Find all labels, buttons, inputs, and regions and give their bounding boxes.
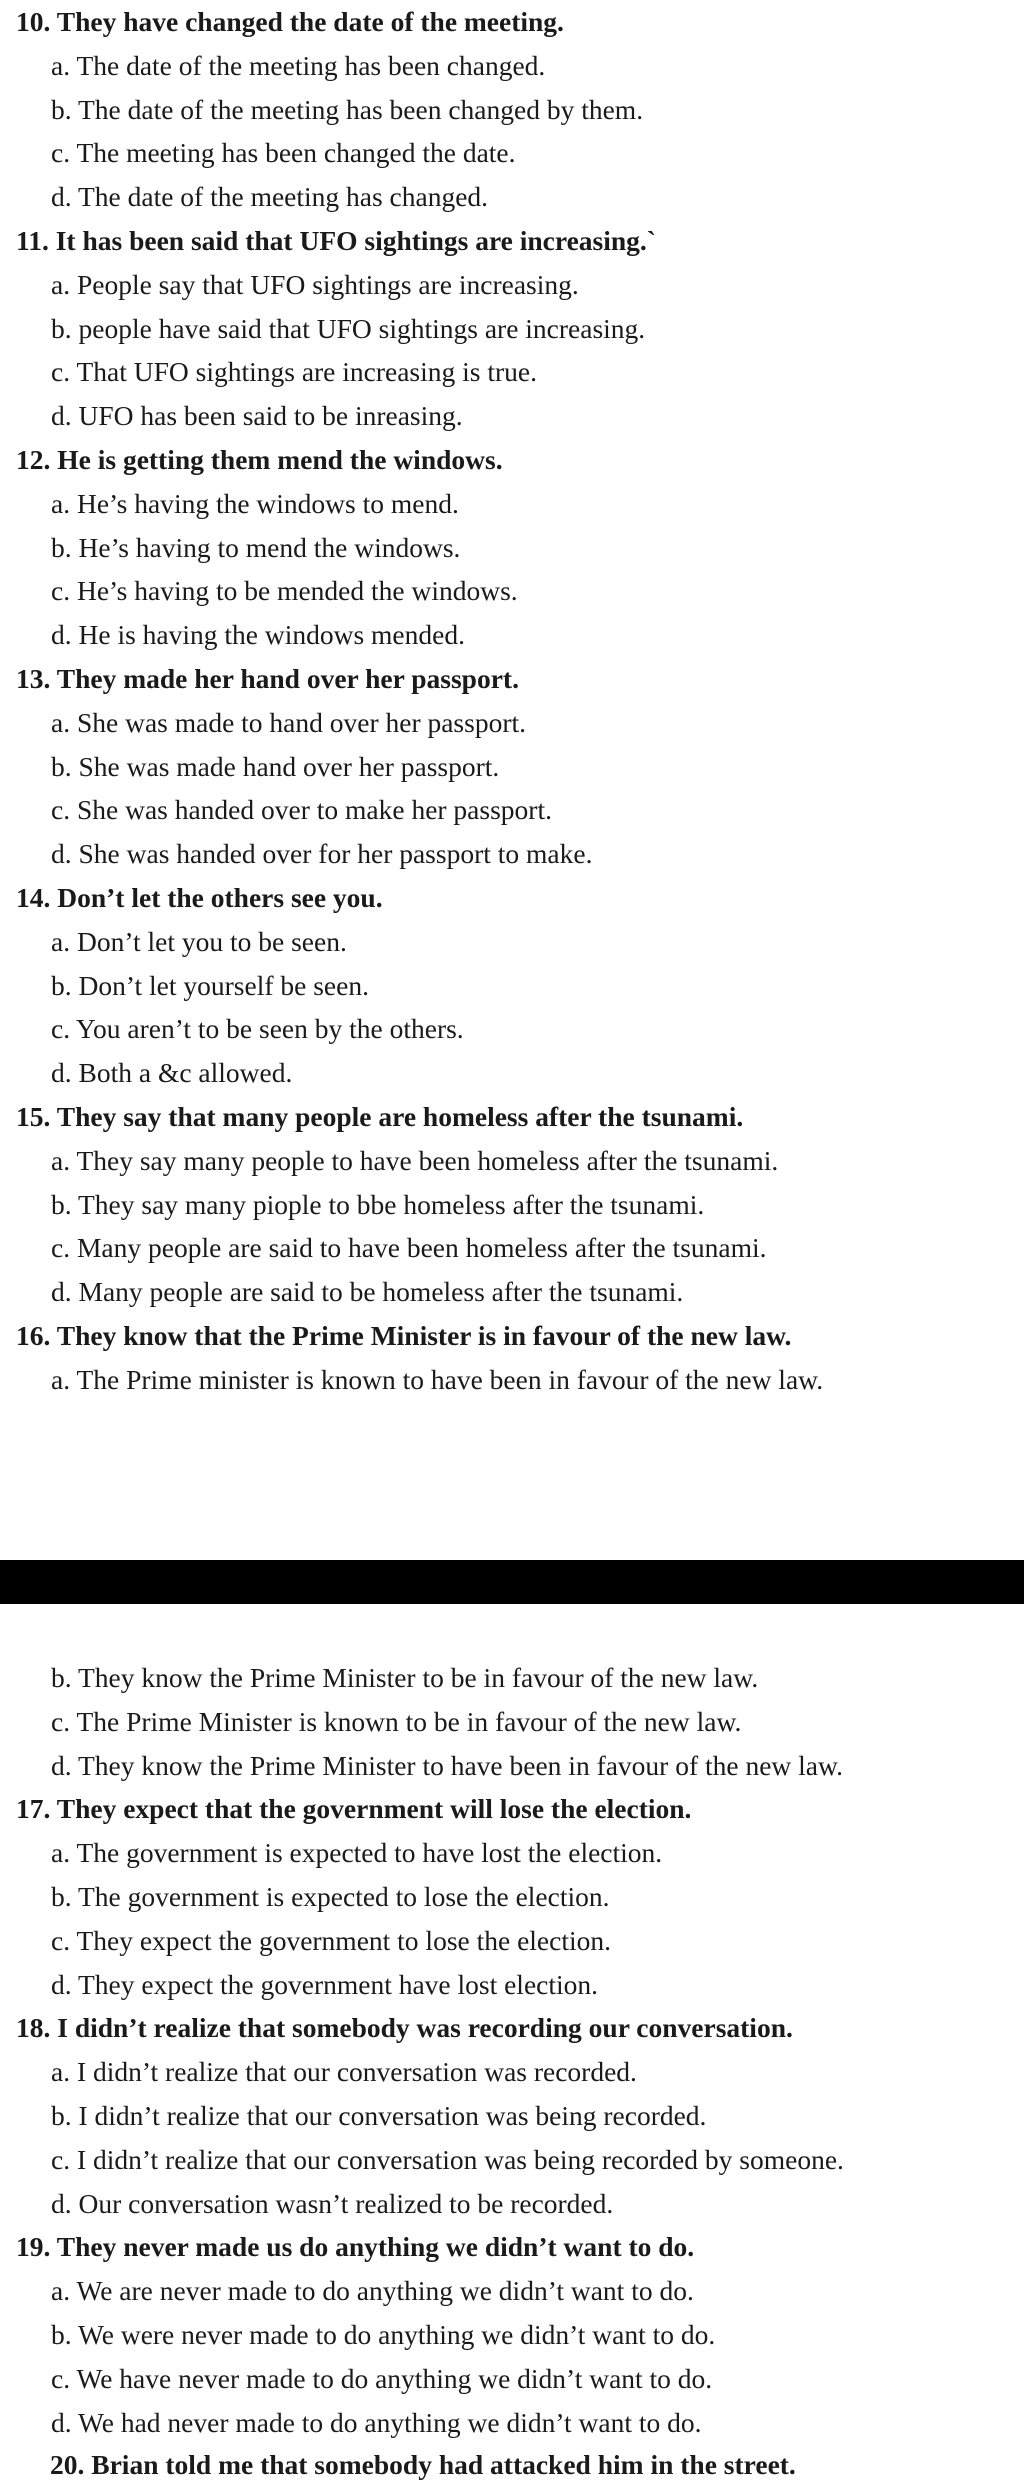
answer-option: b. They say many piople to bbe homeless after the tsunami. [51,1188,705,1220]
answer-option: b. He’s having to mend the windows. [51,531,461,563]
answer-option: a. Don’t let you to be seen. [51,925,347,957]
answer-option: c. He’s having to be mended the windows. [51,575,518,607]
answer-option: d. Many people are said to be homeless after the tsunami. [51,1276,684,1308]
question-heading: 10. They have changed the date of the meeting. [16,6,564,37]
answer-option: b. She was made hand over her passport. [51,750,500,782]
answer-option: b. I didn’t realize that our conversation was being recorded. [51,2099,707,2131]
answer-option: d. The date of the meeting has changed. [51,181,489,213]
answer-option: b. We were never made to do anything we didn’t want to do. [51,2318,716,2350]
redaction-bar [0,1560,1024,1604]
answer-option: d. UFO has been said to be inreasing. [51,400,463,432]
answer-option: c. You aren’t to be seen by the others. [51,1013,464,1045]
question-heading: 11. It has been said that UFO sightings are increasing.` [16,224,656,256]
answer-option: c. I didn’t realize that our conversation was being recorded by someone. [51,2143,844,2175]
answer-option: c. We have never made to do anything we didn’t want to do. [51,2362,713,2394]
answer-option: c. She was handed over to make her passport. [51,794,552,826]
answer-option: c. That UFO sightings are increasing is true. [51,356,537,388]
answer-option: d. They expect the government have lost election. [51,1968,599,2000]
answer-option: a. I didn’t realize that our conversation was recorded. [51,2056,637,2088]
answer-option: a. They say many people to have been homeless after the tsunami. [51,1144,779,1176]
question-heading: 12. He is getting them mend the windows. [16,443,503,475]
answer-option: d. Both a &c allowed. [51,1057,293,1089]
answer-option: b. The government is expected to lose the election. [51,1880,610,1912]
answer-option: d. She was handed over for her passport to make. [51,838,593,870]
question-heading: 14. Don’t let the others see you. [16,881,383,913]
answer-option: d. Our conversation wasn’t realized to be recorded. [51,2187,614,2219]
answer-option: a. People say that UFO sightings are increasing. [51,268,579,300]
answer-option: b. The date of the meeting has been changed by them. [51,93,644,125]
answer-option: c. They expect the government to lose the election. [51,1924,611,1956]
question-heading: 18. I didn’t realize that somebody was recording our conversation. [16,2012,793,2044]
answer-option: a. He’s having the windows to mend. [51,487,459,519]
question-heading: 19. They never made us do anything we didn’t want to do. [16,2231,695,2263]
answer-option: c. Many people are said to have been homeless after the tsunami. [51,1232,767,1264]
answer-option: b. people have said that UFO sightings are increasing. [51,312,646,344]
document-page-bottom [0,1656,1024,2444]
answer-option: a. We are never made to do anything we didn’t want to do. [51,2275,694,2307]
question-heading: 15. They say that many people are homeless after the tsunami. [16,1100,744,1132]
question-heading-cut-off: 20. Brian told me that somebody had attacked him in the street. [50,2449,796,2480]
question-heading: 17. They expect that the government will lose the election. [16,1793,692,1825]
answer-option: b. They know the Prime Minister to be in favour of the new law. [51,1662,759,1693]
answer-option: a. The date of the meeting has been changed. [51,49,546,81]
question-heading: 16. They know that the Prime Minister is in favour of the new law. [16,1319,792,1351]
answer-option: d. We had never made to do anything we didn’t want to do. [51,2406,702,2438]
answer-option: a. The government is expected to have lost the election. [51,1837,663,1869]
answer-option: a. She was made to hand over her passport. [51,706,527,738]
answer-option: d. He is having the windows mended. [51,619,465,651]
answer-option: a. The Prime minister is known to have been in favour of the new law. [51,1363,824,1395]
answer-option: c. The Prime Minister is known to be in favour of the new law. [51,1705,742,1737]
answer-option: c. The meeting has been changed the date. [51,137,516,169]
answer-option: d. They know the Prime Minister to have been in favour of the new law. [51,1749,843,1781]
question-heading: 13. They made her hand over her passport. [16,662,519,694]
answer-option: b. Don’t let yourself be seen. [51,969,369,1001]
